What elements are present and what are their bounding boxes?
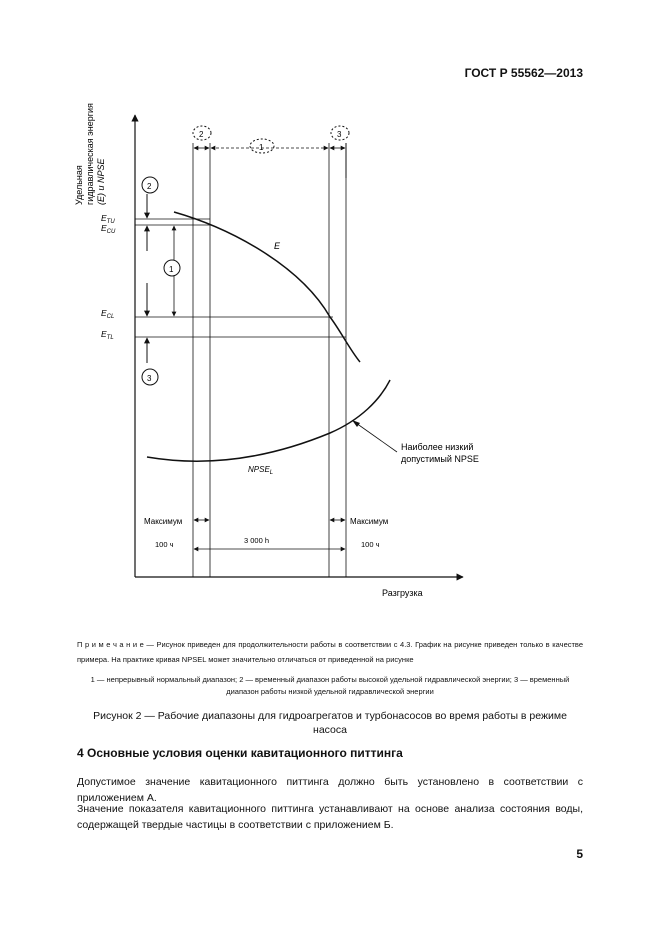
svg-text:2: 2 [199,130,204,139]
callout-line2: допустимый NPSE [401,454,479,464]
svg-text:1: 1 [259,143,264,152]
label-etu: $E_{TU}$ [101,213,115,225]
label-ecl: $E_{CL}$ [101,308,115,320]
label-ecu: $E_{CU}$ [101,223,116,235]
svg-text:3: 3 [337,130,342,139]
svg-text:(E) и NPSE: (E) и NPSE [96,158,106,205]
figure-caption: Рисунок 2 — Рабочие диапазоны для гидроагрегатов и турбонасосов во время работы в режиме насоса [93,710,567,736]
hours-left: 100 ч [155,540,174,549]
paragraph-2: Значение показателя кавитационного питтинга устанавливают на основе анализа состояния воды, содержащей твердые частицы в соответствии с приложением Б. [77,803,583,831]
hours-right: 100 ч [361,540,380,549]
paragraph-1: Допустимое значение кавитационного питтинга должно быть установлено в соответствии с приложением А. [77,776,583,804]
y-axis-label [74,103,106,205]
callout-line1: Наиболее низкий [401,442,474,452]
curve-e [174,212,360,362]
figure-legend: 1 — непрерывный нормальный диапазон; 2 — временный диапазон работы высокой удельной гидравлической энергии; 3 — временный диапазон работы низкой удельной гидравлической энергии [90,675,570,696]
svg-text:гидравлическая энергия: гидравлическая энергия [85,103,95,205]
max-right-label: Максимум [350,517,389,526]
hours-mid: 3 000 h [244,536,270,545]
svg-text:Удельная: Удельная [74,165,84,205]
svg-text:1: 1 [169,265,174,274]
max-left-label: Максимум [144,517,183,526]
label-etl: $E_{TL}$ [101,329,114,341]
curve-e-label: E [274,241,281,251]
page-number: 5 [576,847,583,861]
curve-npse-label: $NPSE_L$ [248,465,274,476]
svg-text:2: 2 [147,182,152,191]
section-heading: 4 Основные условия оценки кавитационного питтинга [77,746,403,760]
document-id: ГОСТ Р 55562—2013 [464,66,583,80]
x-axis-label: Разгрузка [382,588,423,598]
figure-note: П р и м е ч а н и е — Рисунок приведен для продолжительности работы в соответствии с 4.3. График на рисунке приведен только в качестве примера. На практике кривая NPSEL может значительно отличаться от приведенной на рисунке [77,640,583,664]
svg-text:3: 3 [147,374,152,383]
